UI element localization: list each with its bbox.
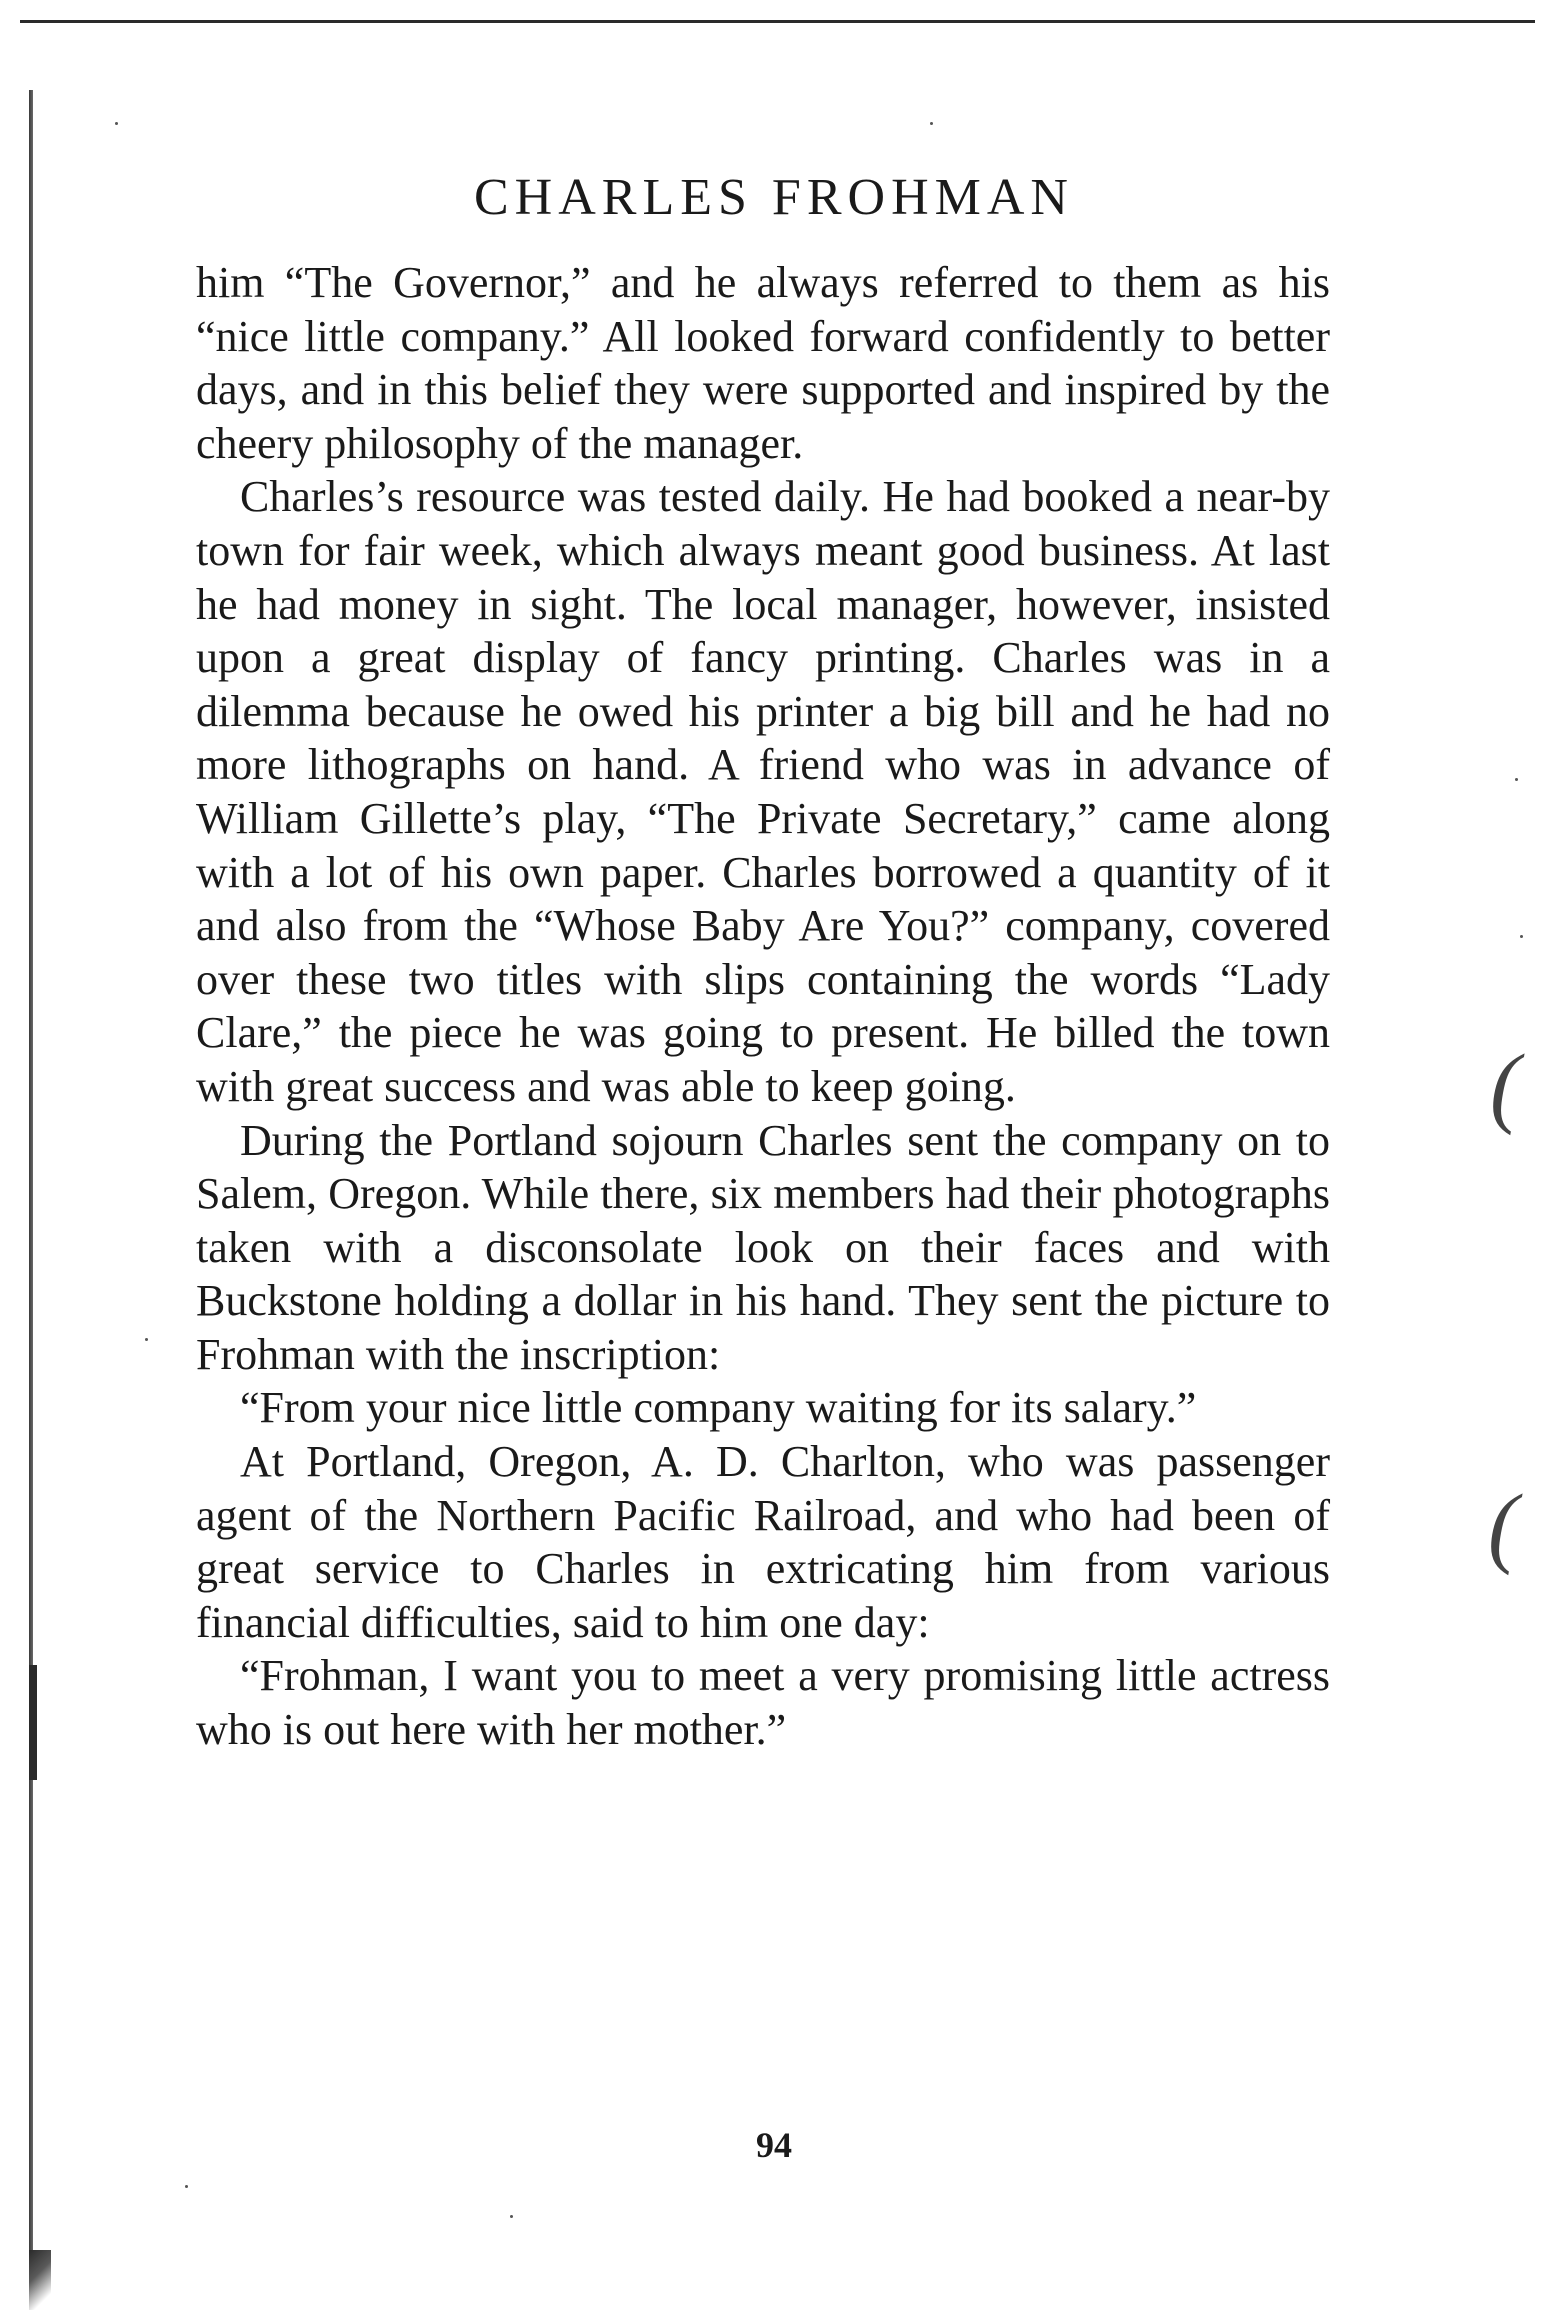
paragraph-5: At Portland, Oregon, A. D. Charlton, who was passenger agent of the Northern Pacific Railroad, and who had been of great service to Charles in extricating him from various financial difficulties, said to him one day: <box>196 1437 1330 1647</box>
paper-speck <box>930 122 933 125</box>
paper-speck <box>1515 778 1518 781</box>
paper-speck <box>145 1338 148 1341</box>
paper-speck <box>115 122 118 125</box>
paper-speck <box>185 2185 188 2188</box>
running-head: CHARLES FROHMAN <box>474 169 1074 226</box>
paragraph-2: Charles’s resource was tested daily. He had booked a near-by town for fair week, which always meant good business. At last he had money in sight. The local manager, however, insisted upon a great display of fancy printing. Charles was in a dilemma because he owed his printer a big bill and he had no more lithographs on hand. A friend who was in advance of William Gillette’s play, “The Private Secretary,” came along with a lot of his own paper. Charles borrowed a quantity of it and also from the “Whose Baby Are You?” company, covered over these two titles with slips containing the words “Lady Clare,” the piece he was going to present. He billed the town with great success and was able to keep going. <box>196 472 1330 1111</box>
top-rule <box>20 20 1535 23</box>
body-text <box>196 256 1330 1757</box>
margin-bracket-mark: ( <box>1488 1477 1518 1576</box>
paragraph-3: During the Portland sojourn Charles sent the company on to Salem, Oregon. While there, six members had their photographs taken with a disconsolate look on their faces and with Buckstone holding a dollar in his hand. They sent the picture to Frohman with the inscription: <box>196 1115 1330 1379</box>
page-left-edge-mark <box>29 1665 37 1780</box>
paragraph-6: “Frohman, I want you to meet a very promising little actress who is out here with her mother.” <box>196 1651 1330 1755</box>
margin-bracket-mark: ( <box>1490 1037 1520 1136</box>
paper-speck <box>1520 935 1523 938</box>
page-corner-shadow <box>29 2250 51 2310</box>
paper-speck <box>510 2215 513 2218</box>
paragraph-1: him “The Governor,” and he always referred to them as his “nice little company.” All looked forward confidently to better days, and in this belief they were supported and inspired by the cheery philosophy of the manager. <box>196 258 1330 468</box>
page-left-edge <box>29 90 33 2250</box>
page-number: 94 <box>756 2125 792 2165</box>
paragraph-4: “From your nice little company waiting for its salary.” <box>240 1383 1197 1433</box>
